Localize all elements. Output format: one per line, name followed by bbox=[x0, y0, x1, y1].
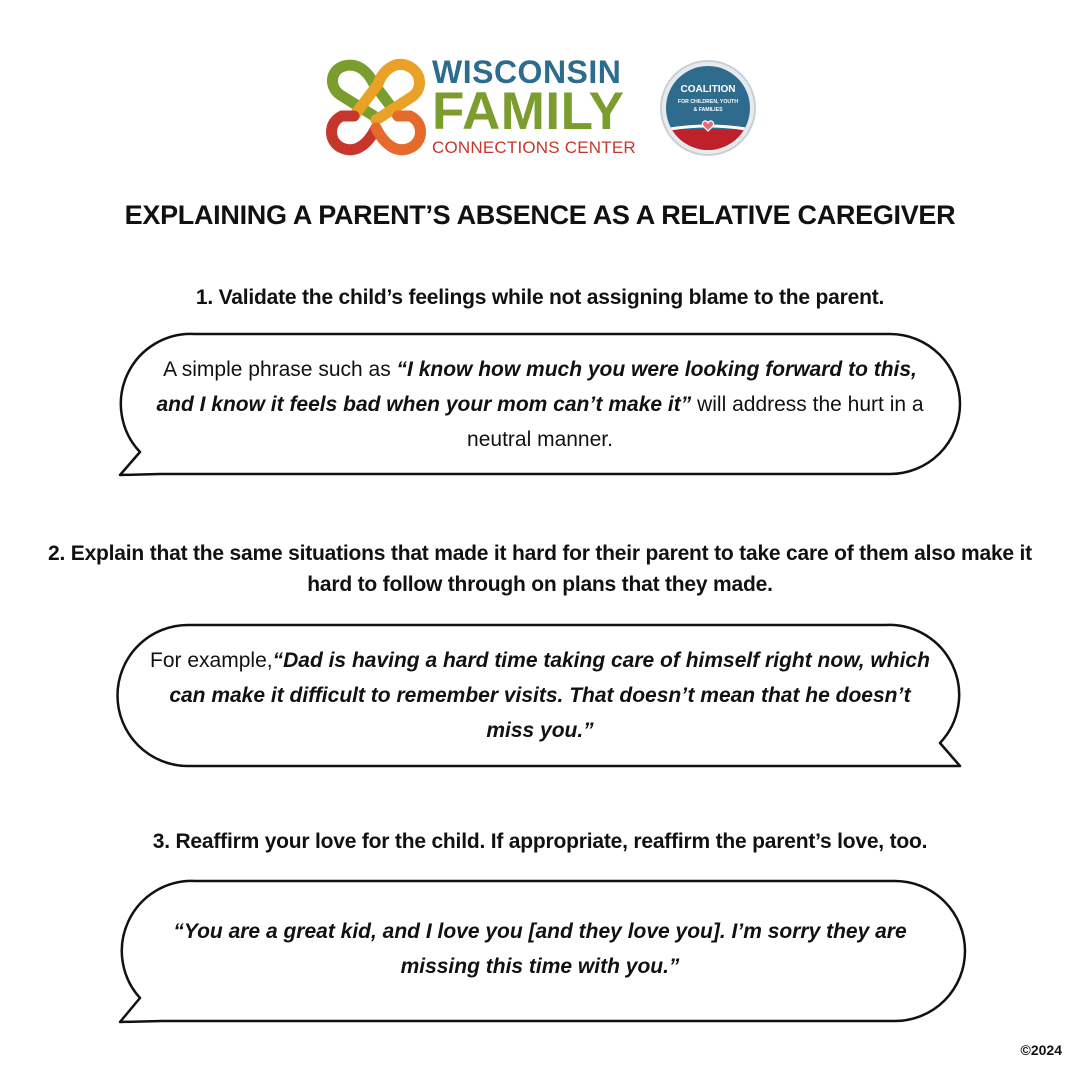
tip-1-lead: A simple phrase such as bbox=[163, 358, 397, 381]
wordmark-wisconsin: WISCONSIN bbox=[432, 54, 622, 90]
tip-3-heading: 3. Reaffirm your love for the child. If appropriate, reaffirm the parent’s love, too. bbox=[152, 830, 928, 853]
tip-2-bubble-text bbox=[150, 643, 930, 748]
wordmark-connections-center: CONNECTIONS CENTER bbox=[432, 138, 636, 157]
tip-2-quote: “Dad is having a hard time taking care of himself right now, which can make it difficult to remember visits. That doesn’t mean that he doesn’t miss you.” bbox=[169, 649, 930, 742]
tip-1-bubble-text bbox=[150, 352, 930, 457]
tip-2-lead: For example, bbox=[150, 649, 273, 672]
page-title: EXPLAINING A PARENT’S ABSENCE AS A RELATIVE CAREGIVER bbox=[124, 200, 956, 230]
badge-line-3: & FAMILIES bbox=[693, 107, 723, 113]
tip-1-quote: “I know how much you were looking forward to this, and I know it feels bad when your mom can’t make it” bbox=[156, 358, 917, 416]
tip-3-bubble-text bbox=[150, 914, 930, 984]
tip-3-quote: “You are a great kid, and I love you [and they love you]. I’m sorry they are missing this time with you.” bbox=[173, 920, 907, 978]
tip-1-tail: will address the hurt in a neutral manner. bbox=[467, 393, 924, 451]
wordmark-family: FAMILY bbox=[432, 82, 625, 141]
tip-2-heading: 2. Explain that the same situations that made it hard for their parent to take care of them also make it hard to follow through on plans that they made. bbox=[48, 542, 1032, 596]
badge-line-1: COALITION bbox=[680, 84, 736, 95]
tip-1-heading: 1. Validate the child’s feelings while not assigning blame to the parent. bbox=[195, 286, 885, 309]
copyright-notice: ©2024 bbox=[1020, 1042, 1062, 1058]
badge-line-2: FOR CHILDREN, YOUTH bbox=[677, 99, 739, 105]
